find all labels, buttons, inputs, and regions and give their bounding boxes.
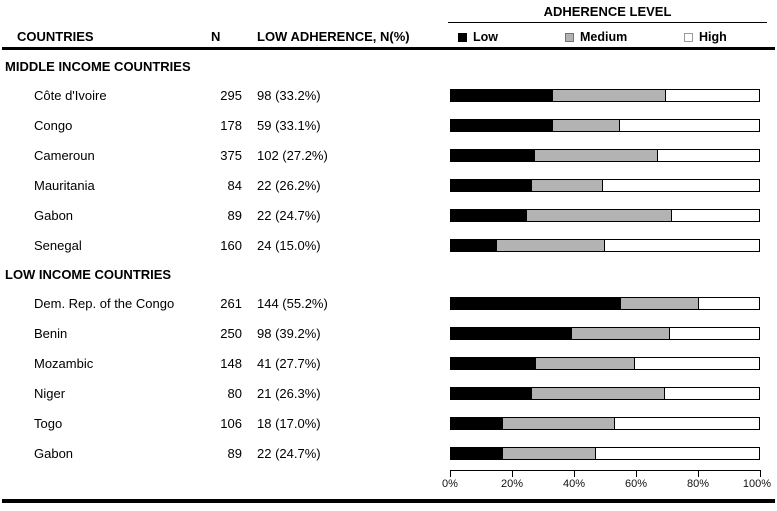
- low-adherence-value: 18 (17.0%): [257, 416, 321, 431]
- bar-segment-high: [665, 388, 759, 399]
- bar-segment-medium: [535, 150, 658, 161]
- table-row: [0, 231, 777, 261]
- low-adherence-value: 22 (24.7%): [257, 208, 321, 223]
- axis-tick-label: 0%: [442, 478, 458, 490]
- adherence-bar: [450, 209, 760, 222]
- country-name: Dem. Rep. of the Congo: [34, 296, 175, 311]
- country-name: Senegal: [34, 238, 82, 253]
- bar-segment-medium: [553, 90, 666, 101]
- bar-segment-low: [451, 120, 553, 131]
- bar-segment-high: [603, 180, 759, 191]
- bar-segment-low: [451, 298, 621, 309]
- bar-segment-medium: [572, 328, 670, 339]
- axis-tick: [450, 471, 451, 477]
- low-adherence-value: 144 (55.2%): [257, 296, 328, 311]
- axis-tick: [698, 471, 699, 477]
- axis-tick-label: 20%: [500, 478, 524, 490]
- bar-segment-high: [658, 150, 759, 161]
- n-value: 375: [220, 148, 242, 163]
- country-name: Congo: [34, 118, 73, 133]
- bar-segment-high: [699, 298, 759, 309]
- country-name: Mozambic: [34, 356, 94, 371]
- country-name: Niger: [34, 386, 66, 401]
- axis-tick-label: 60%: [624, 478, 648, 490]
- bar-segment-medium: [536, 358, 635, 369]
- adherence-bar: [450, 179, 760, 192]
- table-row: [0, 379, 777, 409]
- bar-segment-low: [451, 90, 553, 101]
- section-header: MIDDLE INCOME COUNTRIES: [5, 59, 191, 74]
- axis-tick-label: 80%: [686, 478, 710, 490]
- legend-label: Low: [473, 30, 498, 44]
- axis-tick-label: 40%: [562, 478, 586, 490]
- bar-segment-medium: [503, 418, 614, 429]
- adherence-bar: [450, 447, 760, 460]
- n-value: 89: [227, 208, 242, 223]
- axis-tick: [636, 471, 637, 477]
- legend-label: Medium: [580, 30, 628, 44]
- adherence-bar: [450, 119, 760, 132]
- axis-tick: [512, 471, 513, 477]
- bar-segment-high: [596, 448, 759, 459]
- low-adherence-value: 22 (24.7%): [257, 446, 321, 461]
- adherence-bar: [450, 89, 760, 102]
- n-value: 84: [227, 178, 242, 193]
- adherence-bar: [450, 297, 760, 310]
- country-name: Côte d'Ivoire: [34, 88, 107, 103]
- bar-segment-low: [451, 240, 497, 251]
- country-name: Gabon: [34, 446, 74, 461]
- bar-segment-medium: [532, 388, 665, 399]
- n-value: 250: [220, 326, 242, 341]
- legend-item-high: [684, 27, 727, 47]
- bar-segment-low: [451, 358, 536, 369]
- table-row: [0, 111, 777, 141]
- adherence-bar: [450, 417, 760, 430]
- low-adherence-value: 21 (26.3%): [257, 386, 321, 401]
- bar-segment-low: [451, 418, 503, 429]
- bar-segment-medium: [497, 240, 605, 251]
- n-value: 295: [220, 88, 242, 103]
- bar-segment-high: [635, 358, 759, 369]
- n-value: 89: [227, 446, 242, 461]
- legend-item-medium: [565, 27, 627, 47]
- bar-segment-low: [451, 180, 532, 191]
- axis-tick-label: 100%: [742, 478, 772, 490]
- low-adherence-value: 24 (15.0%): [257, 238, 321, 253]
- column-header-n: N: [211, 29, 221, 44]
- low-adherence-value: 59 (33.1%): [257, 118, 321, 133]
- bar-segment-high: [666, 90, 759, 101]
- n-value: 148: [220, 356, 242, 371]
- table-row: [0, 171, 777, 201]
- column-header-row: [0, 27, 777, 47]
- country-name: Mauritania: [34, 178, 95, 193]
- table-row: [0, 349, 777, 379]
- n-value: 80: [227, 386, 242, 401]
- adherence-bar: [450, 327, 760, 340]
- medium-swatch-icon: [565, 33, 574, 42]
- table-row: [0, 201, 777, 231]
- bar-segment-medium: [503, 448, 595, 459]
- table-row: [0, 319, 777, 349]
- low-adherence-value: 98 (39.2%): [257, 326, 321, 341]
- bar-segment-low: [451, 328, 572, 339]
- table-row: [0, 409, 777, 439]
- low-adherence-value: 98 (33.2%): [257, 88, 321, 103]
- bar-segment-medium: [527, 210, 672, 221]
- n-value: 178: [220, 118, 242, 133]
- low-adherence-value: 102 (27.2%): [257, 148, 328, 163]
- high-swatch-icon: [684, 33, 693, 42]
- bar-segment-medium: [621, 298, 699, 309]
- legend-item-low: [458, 27, 498, 47]
- bar-segment-high: [670, 328, 759, 339]
- bar-segment-high: [620, 120, 759, 131]
- adherence-bar: [450, 149, 760, 162]
- chart-title-underline: [448, 22, 767, 23]
- column-header-low-adherence: LOW ADHERENCE, N(%): [257, 29, 410, 44]
- bar-segment-high: [605, 240, 759, 251]
- n-value: 106: [220, 416, 242, 431]
- country-name: Benin: [34, 326, 68, 341]
- bar-segment-high: [615, 418, 759, 429]
- x-axis-line: [450, 470, 761, 471]
- low-adherence-value: 41 (27.7%): [257, 356, 321, 371]
- adherence-bar: [450, 239, 760, 252]
- axis-tick: [574, 471, 575, 477]
- country-name: Cameroun: [34, 148, 95, 163]
- n-value: 160: [220, 238, 242, 253]
- bar-segment-medium: [553, 120, 620, 131]
- table-row: [0, 289, 777, 319]
- table-row: [0, 81, 777, 111]
- section-header: LOW INCOME COUNTRIES: [5, 267, 172, 282]
- bar-segment-low: [451, 150, 535, 161]
- bar-segment-low: [451, 210, 527, 221]
- header-divider: [2, 47, 775, 50]
- table-row: [0, 141, 777, 171]
- bar-segment-medium: [532, 180, 604, 191]
- country-name: Gabon: [34, 208, 74, 223]
- n-value: 261: [220, 296, 242, 311]
- low-adherence-value: 22 (26.2%): [257, 178, 321, 193]
- chart-title: ADHERENCE LEVEL: [543, 4, 672, 19]
- adherence-bar: [450, 357, 760, 370]
- bar-segment-low: [451, 388, 532, 399]
- adherence-bar: [450, 387, 760, 400]
- country-name: Togo: [34, 416, 63, 431]
- bar-segment-low: [451, 448, 503, 459]
- low-swatch-icon: [458, 33, 467, 42]
- bar-segment-high: [672, 210, 759, 221]
- axis-tick: [760, 471, 761, 477]
- bottom-border: [2, 499, 775, 503]
- column-header-countries: COUNTRIES: [17, 29, 94, 44]
- legend-label: High: [699, 30, 727, 44]
- table-row: [0, 439, 777, 469]
